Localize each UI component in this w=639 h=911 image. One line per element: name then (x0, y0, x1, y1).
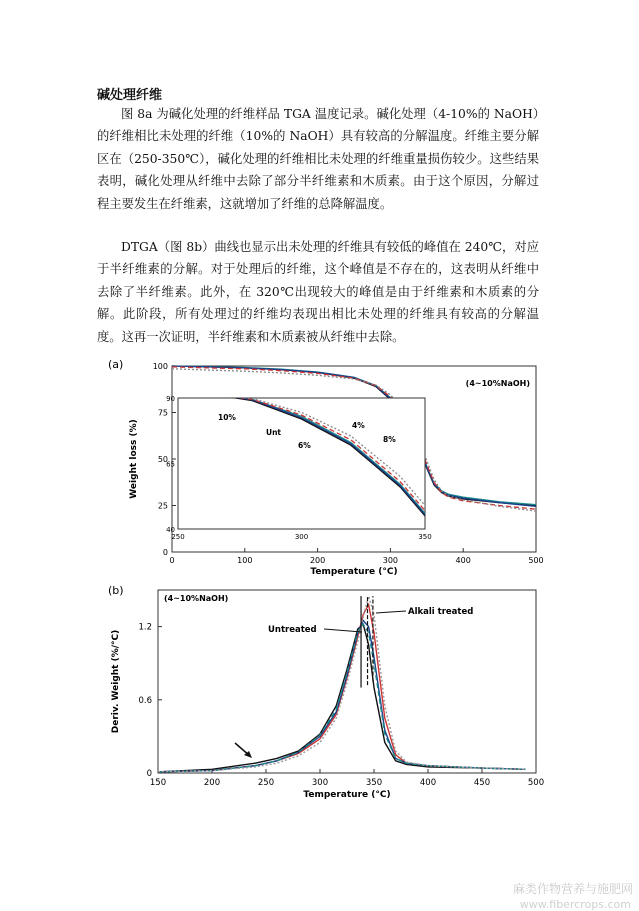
inset-y-tick-label: 65 (166, 460, 175, 469)
inset-label: Unt (266, 428, 282, 437)
paragraph-1 (97, 103, 539, 215)
y-tick-label: 100 (152, 362, 168, 371)
y-tick-label: 25 (157, 501, 168, 511)
panel-label: (b) (108, 584, 124, 597)
x-tick-label: 300 (311, 778, 329, 788)
inset-y-tick-label: 90 (166, 395, 175, 403)
y-tick-label: 0 (146, 769, 152, 779)
y-axis-label: Weight loss (%) (129, 419, 139, 499)
y-tick-label: 75 (157, 408, 168, 418)
x-axis-label: Temperature (°C) (303, 790, 391, 800)
panel-label: (a) (108, 358, 124, 371)
x-tick-label: 250 (257, 778, 275, 788)
y-tick-label: 50 (157, 455, 168, 464)
x-tick-label: 500 (528, 556, 544, 565)
dtga-chart (100, 580, 550, 810)
y-tick-label: 0.6 (138, 695, 152, 706)
x-tick-label: 450 (473, 778, 491, 788)
x-tick-label: 200 (203, 778, 221, 788)
label-alkali-treated: Alkali treated (408, 607, 474, 617)
y-axis-label: Deriv. Weight (%/°C) (111, 629, 121, 734)
x-tick-label: 350 (365, 778, 383, 788)
annotation: (4~10%NaOH) (164, 594, 229, 603)
label-untreated: Untreated (268, 625, 317, 635)
x-tick-label: 200 (309, 556, 326, 565)
y-tick-label: 0 (162, 548, 168, 557)
x-tick-label: 100 (237, 556, 253, 565)
inset-x-tick-label: 300 (294, 533, 309, 541)
inset-label: 4% (352, 421, 365, 430)
inset-label: 10% (218, 413, 236, 422)
paragraph-1-text: 图 8a 为碱化处理的纤维样品 TGA 温度记录。碱化处理（4-10%的 NaOH）的纤维相比未处理的纤维（10%的 NaOH）具有较高的分解温度。纤维主要分解区在（250-350℃），碱化处理的纤维相比未处理的纤维重量损伤较少。这些结果表明，碱化处理从纤维中去除了部分半纤维素和木质素。由于这个原因，分解过程主要发生在纤维素，这就增加了纤维的总降解温度。 (97, 107, 539, 211)
leader-untreated (324, 629, 362, 632)
watermark-text: 麻类作物营养与施肥网 (512, 882, 633, 896)
x-tick-label: 500 (527, 778, 545, 788)
paragraph-2 (97, 236, 539, 348)
plot-frame (158, 590, 536, 773)
inset-x-tick-label: 350 (418, 533, 432, 541)
paragraph-2-text: DTGA（图 8b）曲线也显示出未处理的纤维具有较低的峰值在 240℃，对应于半纤维素的分解。对于处理后的纤维，这个峰值是不存在的，这表明从纤维中去除了半纤维素。此外，在 320℃出现较大的峰值是由于纤维素和木质素的分解。此阶段，所有处理过的纤维均表现出相比未处理的纤维具有较高的分解温度。这再一次证明，半纤维素和木质素被从纤维中去除。 (97, 240, 539, 344)
y-tick-label: 1.2 (138, 622, 152, 633)
inset-y-tick-label: 40 (166, 526, 175, 534)
inset-label: 6% (298, 441, 311, 450)
section-heading: 碱处理纤维 (97, 88, 163, 103)
inset-label: 8% (383, 435, 396, 444)
inset-x-tick-label: 250 (171, 533, 185, 541)
series-line-2 (158, 621, 525, 772)
x-tick-label: 300 (382, 556, 399, 565)
x-tick-label: 150 (149, 778, 167, 788)
x-tick-label: 400 (455, 556, 471, 565)
tga-chart (100, 352, 550, 580)
series-line-4 (158, 596, 525, 772)
x-tick-label: 400 (419, 778, 437, 788)
x-axis-label: Temperature (°C) (310, 567, 398, 577)
annotation: (4~10%NaOH) (465, 379, 530, 388)
watermark-url: www.fibercrops.com (519, 898, 631, 911)
leader-alkali (376, 611, 406, 613)
x-tick-label: 0 (169, 556, 175, 565)
